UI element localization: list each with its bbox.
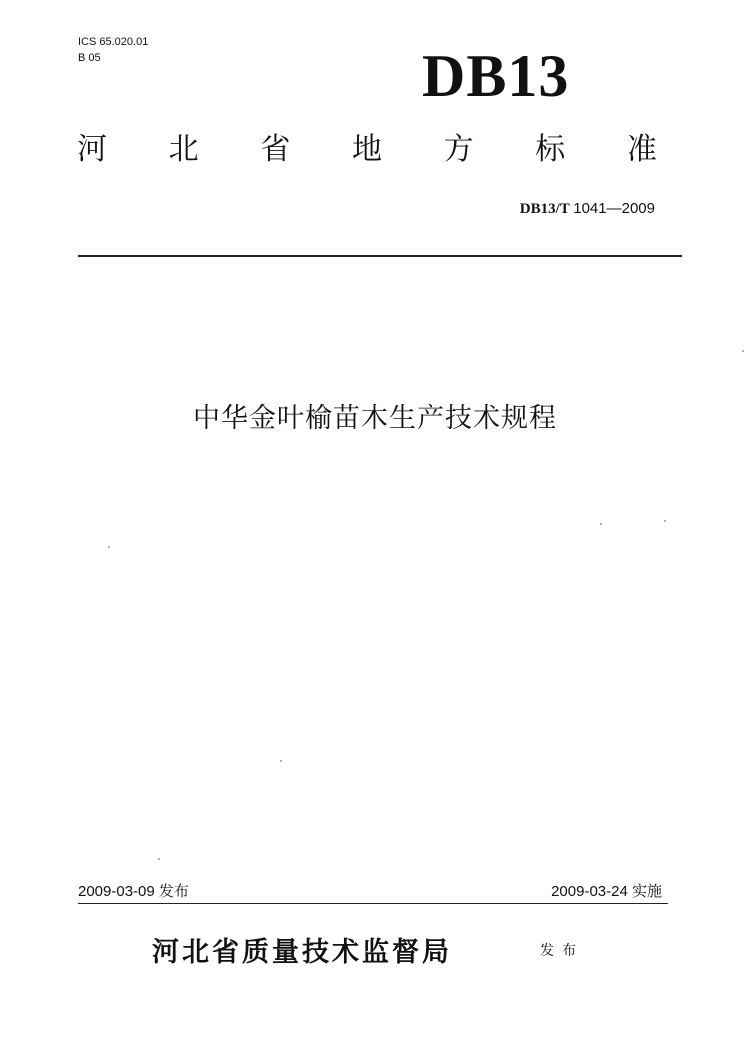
standard-type-char: 北	[168, 132, 199, 167]
scan-speck	[742, 350, 744, 352]
publish-date: 2009-03-09 发布	[78, 883, 189, 900]
db-logo: DB13	[422, 43, 570, 109]
standard-type-char: 地	[351, 132, 382, 167]
standard-type-char: 方	[443, 132, 474, 167]
scan-speck	[600, 523, 602, 525]
ics-code: ICS 65.020.01	[78, 36, 149, 48]
scan-speck	[664, 520, 666, 522]
standard-type-char: 准	[626, 132, 657, 167]
issuing-authority: 河北省质量技术监督局	[152, 937, 452, 968]
scan-speck	[108, 546, 110, 548]
bottom-divider	[78, 903, 668, 904]
implement-date: 2009-03-24 实施	[551, 883, 662, 900]
scan-speck	[280, 760, 282, 762]
standard-type-heading	[76, 130, 658, 170]
top-divider	[78, 255, 682, 257]
standard-number	[520, 200, 655, 218]
standard-type-char: 河	[77, 132, 107, 167]
standard-number-rest: 1041—2009	[573, 200, 655, 217]
document-title: 中华金叶榆苗木生产技术规程	[193, 403, 557, 434]
standard-type-char: 省	[260, 132, 291, 167]
issuing-label: 发布	[540, 943, 584, 959]
standard-number-prefix: DB13/T	[519, 201, 570, 217]
scan-speck	[158, 858, 160, 860]
ccs-code: B 05	[78, 52, 101, 64]
standard-type-char: 标	[535, 132, 566, 167]
classification-codes	[78, 34, 148, 66]
